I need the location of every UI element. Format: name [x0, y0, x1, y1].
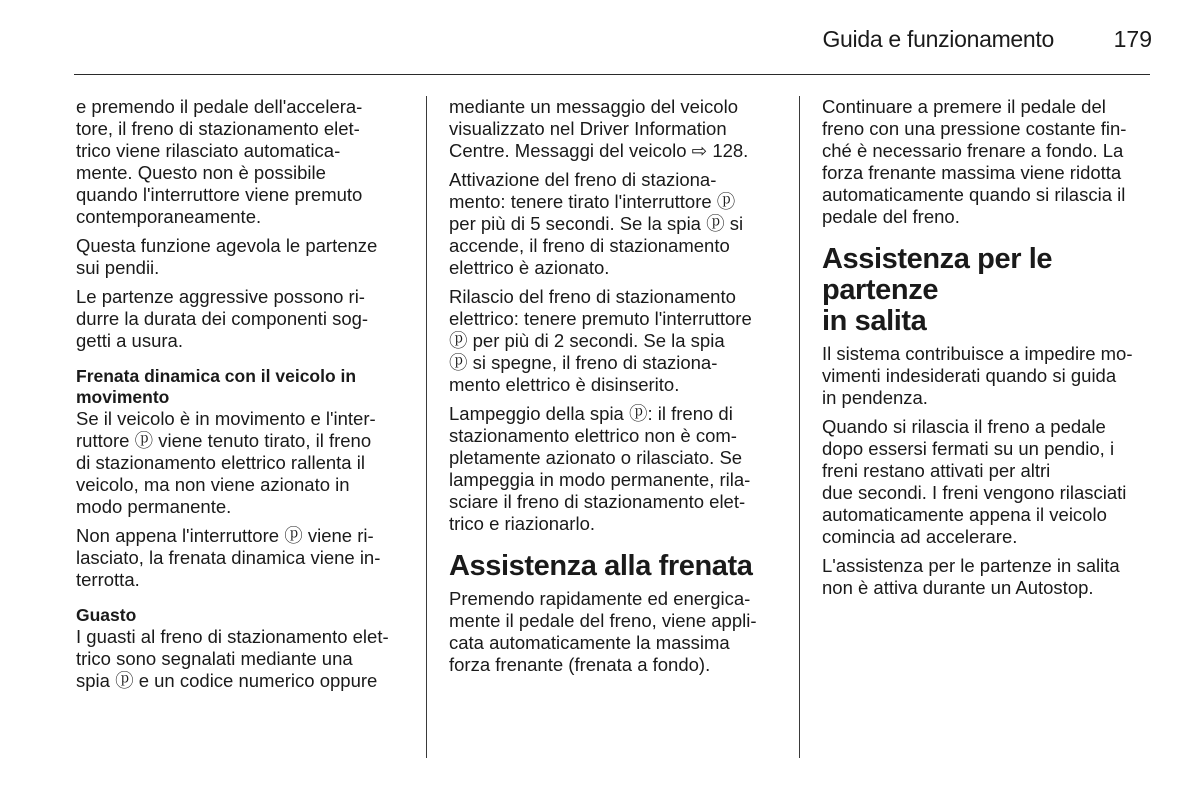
paragraph: Se il veicolo è in movimento e l'inter- ruttore ⓟ viene tenuto tirato, il freno di stazionamento elettrico rallenta il veicolo, ma non viene azionato in modo permanente.	[76, 408, 376, 517]
header-rule	[74, 74, 1150, 75]
page-number: 179	[1113, 26, 1152, 52]
paragraph: Quando si rilascia il freno a pedale dopo essersi fermati su un pendio, i freni restano attivati per altri due secondi. I freni vengono rilasciati automaticamente appena il veicolo comincia ad accelerare.	[822, 416, 1127, 547]
paragraph: Questa funzione agevola le partenze sui pendii.	[76, 235, 378, 278]
paragraph: Non appena l'interruttore ⓟ viene ri- lasciato, la frenata dinamica viene in- terrotta.	[76, 525, 381, 590]
paragraph: L'assistenza per le partenze in salita non è attiva durante un Autostop.	[822, 555, 1120, 598]
column-divider	[426, 96, 427, 758]
subheading-fault: Guasto	[76, 605, 137, 625]
paragraph: Continuare a premere il pedale del freno con una pressione costante fin- ché è necessario frenare a fondo. La forza frenante massima viene ridotta automaticamente quando si rilascia il pedale del freno.	[822, 96, 1127, 227]
text-column-3	[822, 96, 1152, 606]
paragraph: Premendo rapidamente ed energica- mente il pedale del freno, viene appli- cata automaticamente la massima forza frenante (frenata a fondo).	[449, 588, 757, 675]
column-divider	[799, 96, 800, 758]
text-column-1	[76, 96, 406, 699]
paragraph: Le partenze aggressive possono ri- durre la durata dei componenti sog- getti a usura.	[76, 286, 369, 351]
paragraph: Rilascio del freno di stazionamento elettrico: tenere premuto l'interruttore ⓟ per più di 2 secondi. Se la spia ⓟ si spegne, il freno di staziona- mento elettrico è disinserito.	[449, 286, 752, 395]
paragraph: Il sistema contribuisce a impedire mo- vimenti indesiderati quando si guida in pendenza.	[822, 343, 1133, 408]
running-header-title: Guida e funzionamento	[822, 26, 1054, 52]
paragraph: Attivazione del freno di staziona- mento: tenere tirato l'interruttore ⓟ per più di 5 secondi. Se la spia ⓟ si accende, il freno di stazionamento elettrico è azionato.	[449, 169, 744, 278]
heading-brake-assist: Assistenza alla frenata	[449, 550, 753, 582]
paragraph: Lampeggio della spia ⓟ: il freno di stazionamento elettrico non è com- pletamente azionato o rilasciato. Se lampeggia in modo permanente, rila- sciare il freno di stazionamento elet- trico e riazionarlo.	[449, 403, 751, 534]
heading-hill-start-assist: Assistenza per le partenze in salita	[822, 243, 1053, 337]
paragraph: I guasti al freno di stazionamento elet- trico sono segnalati mediante una spia ⓟ e un codice numerico oppure	[76, 626, 389, 691]
text-column-2	[449, 96, 779, 683]
subheading-dynamic-braking: Frenata dinamica con il veicolo in movimento	[76, 366, 357, 407]
paragraph: e premendo il pedale dell'accelera- tore, il freno di stazionamento elet- trico viene rilasciato automatica- mente. Questo non è possibile quando l'interruttore viene premuto contemporaneamente.	[76, 96, 363, 227]
paragraph: mediante un messaggio del veicolo visualizzato nel Driver Information Centre. Messaggi del veicolo ⇨ 128.	[449, 96, 749, 161]
